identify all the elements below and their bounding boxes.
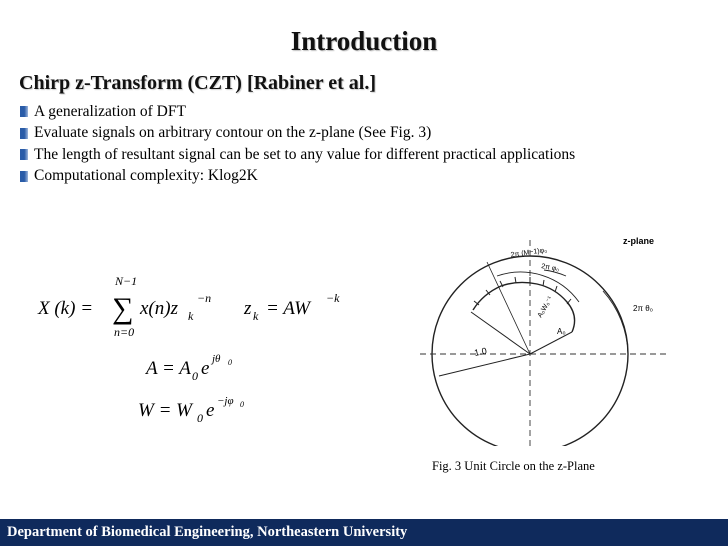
sum-upper-limit: N−1 xyxy=(115,274,138,288)
w-lhs: W = W xyxy=(138,400,192,421)
square-bullet-icon xyxy=(20,106,28,117)
czt-summand: x(n)z xyxy=(140,298,178,319)
arc-m1phi xyxy=(497,272,579,302)
zk-subscript: k xyxy=(253,309,259,323)
bullet-list xyxy=(20,101,575,187)
w-base: e xyxy=(206,400,215,421)
arc-theta xyxy=(603,291,628,354)
zk-lhs: z xyxy=(244,298,252,319)
bullet-text: The length of resultant signal can be set to any value for different practical applications xyxy=(34,145,576,163)
w-exponent: −jφ xyxy=(217,395,234,407)
czt-subscript: k xyxy=(188,309,194,323)
w-subscript: 0 xyxy=(197,411,203,425)
czt-lhs: X (k) = xyxy=(38,298,94,319)
bullet-item xyxy=(20,123,575,145)
zk-exponent: −k xyxy=(326,291,340,305)
sum-lower-limit: n=0 xyxy=(114,325,135,339)
bullet-item xyxy=(20,144,575,166)
bullet-text: Computational complexity: Klog2K xyxy=(34,167,258,185)
bullet-item xyxy=(20,166,575,188)
footer-text: Department of Biomedical Engineering, Northeastern University xyxy=(7,524,408,540)
a-exponent-subscript: 0 xyxy=(228,358,232,367)
square-bullet-icon xyxy=(20,128,28,139)
a-base: e xyxy=(201,358,210,379)
unit-radius xyxy=(439,354,530,376)
z-plane-figure xyxy=(415,226,685,446)
equations-block xyxy=(0,250,410,440)
zk-rhs: = AW xyxy=(266,298,310,319)
bullet-item xyxy=(20,101,575,123)
a-exponent: jθ xyxy=(212,353,221,365)
w0-label: A₀W₀⁻¹ xyxy=(536,295,555,319)
z-plane-label: z-plane xyxy=(623,236,655,246)
figure-caption: Fig. 3 Unit Circle on the z-Plane xyxy=(432,459,595,473)
theta-label: 2π θ₀ xyxy=(633,304,653,313)
angle-ray xyxy=(487,262,530,354)
czt-exponent: −n xyxy=(197,291,212,305)
w-exponent-subscript: 0 xyxy=(240,400,244,409)
a0-radius xyxy=(530,332,572,354)
m1phi-label: 2π (M−1)φ₀ xyxy=(510,246,548,259)
bullet-text: A generalization of DFT xyxy=(34,102,186,120)
a-subscript: 0 xyxy=(192,369,198,383)
sigma-symbol: ∑ xyxy=(112,292,134,325)
slide-subtitle: Chirp z-Transform (CZT) [Rabiner et al.] xyxy=(19,72,376,94)
bullet-text: Evaluate signals on arbitrary contour on the z-plane (See Fig. 3) xyxy=(34,124,432,142)
unit-length-label: 1.0 xyxy=(473,345,488,358)
phi-label: 2π φ₀ xyxy=(540,263,560,274)
slide-title: Introduction xyxy=(290,26,438,56)
footer-bar xyxy=(0,519,728,546)
square-bullet-icon xyxy=(20,149,28,160)
square-bullet-icon xyxy=(20,171,28,182)
a0-label: A₀ xyxy=(557,327,566,336)
a-lhs: A = A xyxy=(146,358,191,379)
